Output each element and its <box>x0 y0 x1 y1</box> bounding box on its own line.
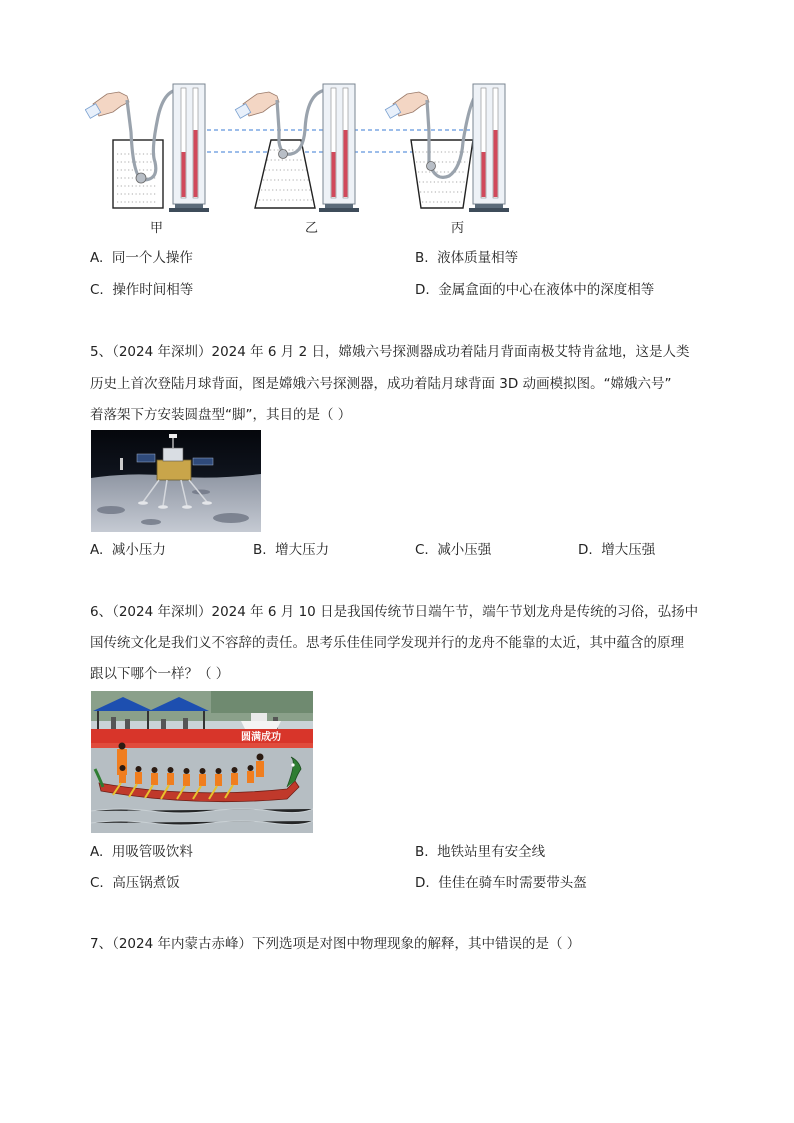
option-letter: A. <box>90 844 104 860</box>
option-text: 地铁站里有安全线 <box>437 844 546 860</box>
option-letter: A. <box>90 542 104 558</box>
option-letter: D. <box>578 542 593 558</box>
apparatus-yi <box>235 84 359 212</box>
q6-text-line-1: 6、（2024 年深圳）2024 年 6 月 10 日是我国传统节日端午节，端午节划龙舟是传统的习俗，弘扬中 <box>90 604 699 620</box>
q6-option-a[interactable] <box>90 842 193 862</box>
option-letter: B. <box>253 542 267 558</box>
caption-bing: 丙 <box>451 221 465 236</box>
option-text: 高压锅煮饭 <box>112 875 180 891</box>
q6-option-b[interactable] <box>415 842 545 862</box>
q4-option-c[interactable] <box>90 280 193 300</box>
q5-option-c[interactable] <box>415 540 491 560</box>
option-text: 增大压强 <box>601 542 656 558</box>
option-text: 操作时间相等 <box>112 282 194 298</box>
option-letter: D. <box>415 875 430 891</box>
apparatus-jia <box>85 84 209 212</box>
option-letter: A. <box>90 250 104 266</box>
q4-option-b[interactable] <box>415 248 518 268</box>
banner-text: 圆满成功 <box>241 732 281 743</box>
option-text: 减小压力 <box>111 542 166 558</box>
q7-text-line-1: 7、（2024 年内蒙古赤峰）下列选项是对图中物理现象的解释，其中错误的是（ ） <box>90 936 581 952</box>
option-letter: B. <box>415 250 429 266</box>
option-letter: D. <box>415 282 430 298</box>
q6-text-line-2: 国传统文化是我们义不容辞的责任。思考乐佳佳同学发现并行的龙舟不能靠的太近，其中蕴含的原理 <box>90 635 684 651</box>
option-letter: B. <box>415 844 429 860</box>
caption-jia: 甲 <box>150 221 164 236</box>
option-text: 液体质量相等 <box>437 250 519 266</box>
option-text: 金属盒面的中心在液体中的深度相等 <box>438 282 655 298</box>
q5-text-line-3: 着落架下方安装圆盘型“脚”，其目的是（ ） <box>90 407 352 423</box>
q5-option-a[interactable] <box>90 540 166 560</box>
q6-option-d[interactable] <box>415 873 587 893</box>
q6-text-line-3: 跟以下哪个一样？（ ） <box>90 666 230 682</box>
option-text: 增大压力 <box>275 542 330 558</box>
option-text: 佳佳在骑车时需要带头盔 <box>438 875 587 891</box>
q6-option-c[interactable] <box>90 873 180 893</box>
dragon-boat-photo <box>91 691 313 833</box>
q5-text-line-1: 5、（2024 年深圳）2024 年 6 月 2 日，嫦娥六号探测器成功着陆月背面南极艾特肯盆地，这是人类 <box>90 344 690 360</box>
q5-option-d[interactable] <box>578 540 655 560</box>
option-letter: C. <box>415 542 429 558</box>
option-letter: C. <box>90 282 104 298</box>
lander-photo <box>91 430 261 532</box>
q5-option-b[interactable] <box>253 540 329 560</box>
option-text: 减小压强 <box>437 542 492 558</box>
q4-option-a[interactable] <box>90 248 193 268</box>
q4-option-d[interactable] <box>415 280 654 300</box>
option-text: 用吸管吸饮料 <box>111 844 193 860</box>
caption-yi: 乙 <box>305 221 319 236</box>
apparatus-bing <box>385 84 509 212</box>
q5-text-line-2: 历史上首次登陆月球背面，图是嫦娥六号探测器，成功着陆月球背面 3D 动画模拟图。“嫦娥六号” <box>90 376 672 392</box>
option-text: 同一个人操作 <box>111 250 193 266</box>
option-letter: C. <box>90 875 104 891</box>
